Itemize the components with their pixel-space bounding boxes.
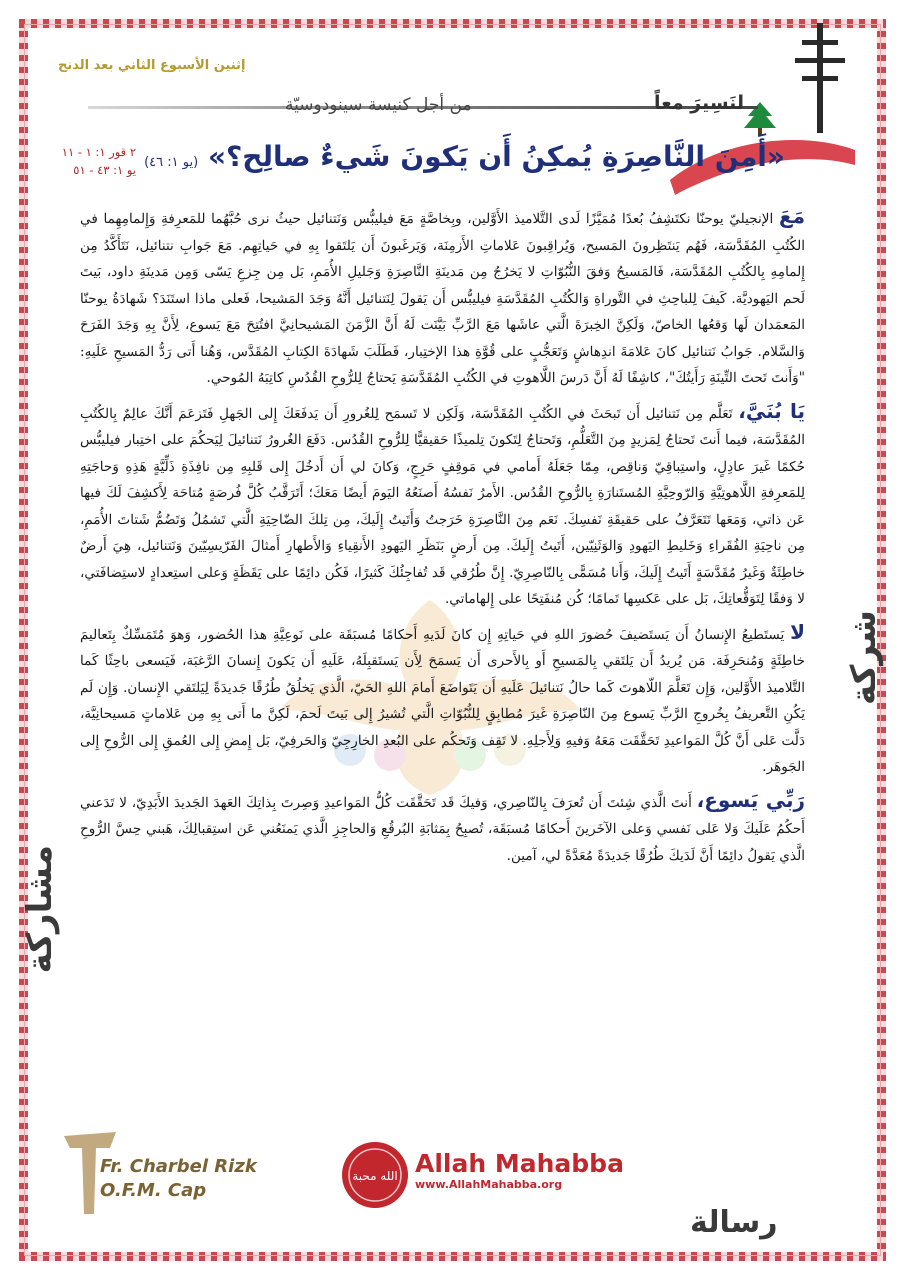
paragraph-2-lead: يَا بُنَيَّ، [738, 398, 805, 423]
brand-name: Allah Mahabba [415, 1149, 624, 1178]
paragraph-3 [80, 619, 805, 781]
article-body [80, 203, 805, 875]
headline-reference: (يو ١: ٤٦) [144, 155, 199, 170]
page-title [145, 140, 785, 173]
paragraph-3-text: يَستَطيعُ الإِنسانُ أَن يَستَضيفَ حُضورَ اللهِ في حَياتِهِ إِن كانَ لَدَيهِ أَحكامًا مُسبَقَة على نَوعِيَّةِ هذا الحُضور، وَهوَ مُتَمَسِّكٌ بِتَعاليمَ خاطِئَةٍ وَمُنحَرِفَة. مَن يُريدُ أَن يَلتَقي بِالمَسيحِ أَو بِالأَحرى أَن يَسمَحَ لِأَن يَستَقبِلَهُ، عَلَيهِ أَن يَكونَ إِنسانَ الرَّغبَة، فَيَسعى باحِثًا كَما التَّلاميذ الأَوَّلين، وَإِن تَعَلَّمَ اللّاهوتَ كَما حالُ نَتنائيلَ عَلَيهِ أَن يَتَواضَعَ أَمامَ اللهِ الحَيّ، الَّذي يَخلُقُ طُرُقًا جَديدَةً لِيَلتَقي الإِنسان. وَإِن لَم يَكُنِ التَّعريفُ بِخُروجِ الرَّبِّ يَسوع مِنَ النّاصِرَةِ غَيرَ مُطابِقٍ لِلنُّبُوّاتِ الَّتي تُشيرُ إِلى بَيتَ لَحمَ، لَكِنَّ ما أَتى بِهِ مِن عَلاماتٍ مَسيحانِيَّة، دَلَّت عَلى أَنَّ كُلَّ المَواعيدِ تَحَقَّقَت مَعَهُ وَفيهِ وَلِأَجلِهِ. لا تَقِف وَتَحكُم على البُعدِ الخارِجِيّ وَالحَرفِيّ، بَل إِمضِ إِلى العُمقِ إِلى الرُّوحِ إِلى الجَوهَر. [80, 626, 805, 775]
side-word-communion: شركة [844, 610, 884, 705]
paragraph-4-text: أَنتَ الَّذي شِئتَ أَن تُعرَفَ بِالنّاصِري، وَفيكَ قَد تَحَقَّقَت كُلُّ المَواعيدِ وَصِرتَ بِذاتِكَ العَهدَ الجَديدَ الأَبَدِيّ، لا تَدَعني أَحكُمُ عَلَيكَ وَلا عَلى نَفسي وَعلى الآخَرينَ أَحكامًا مُسبَقَة، تُصبِحُ بِمَثابَةِ البُرقُعِ وَالحاجِزِ الَّذي يَمنَعُني عَن استِقبالِكَ، هَبني حِسَّ الرُّوحِ الَّذي يَقولُ دائِمًا أَنَّ لَدَيكَ طُرُقًا جَديدَةً مُعَدَّةً لي، آمين. [80, 794, 805, 864]
author-name: Fr. Charbel Rizk [100, 1156, 257, 1177]
author-order: O.F.M. Cap [100, 1180, 207, 1201]
synod-subtitle: من أجل كنيسة سينودوسيّة [285, 95, 472, 115]
synod-slogan: لنَسِيرَ معاً [654, 92, 745, 114]
brand-block [415, 1150, 624, 1191]
paragraph-1 [80, 203, 805, 392]
footer-word-message: رسالة [690, 1205, 778, 1240]
brand-url[interactable]: www.AllahMahabba.org [415, 1178, 563, 1191]
paragraph-2 [80, 398, 805, 613]
paragraph-3-lead: لا [790, 619, 805, 644]
paragraph-1-lead: مَعَ [778, 204, 805, 228]
reference-gospel: يو ١: ٤٣ - ٥١ [73, 163, 136, 177]
paragraph-4 [80, 787, 805, 870]
author-signature [100, 1155, 257, 1203]
paragraph-1-text: الإنجيليّ يوحنّا نكتَشِفُ بُعدًا مُمَيَّزًا لَدى التَّلاميذ الأَوَّلين، وبِخاصَّةٍ مَعَ فيليبُّس وَنَتنائيل حيثُ نرى حُبَّهُما للمَعرِفةِ وَإِلمامِهِما في الكُتُبِ المُقَدَّسَة، فَهُم يَنتَظِرونَ المَسيح، وَيُراقِبونَ عَلاماتِ الأَزمِنَة، وَيَرغَبونَ أَن يَلتَقوا بِهِ في حَياتِهِم. مَعَ جَوابِ نتنائيل، نَتَأَكَّدُ مِن إِلمامِهِ بِالكُتُبِ المُقَدَّسَة، فَالمَسيحُ وَفقَ النُّبُوّاتِ لا يَخرُجُ مِن مَدينَةِ النَّاصِرَةِ وَجَليلِ الأُمَمِ، بَل مِن جِزعِ يَسّى وَمِن مَدينَةِ داود، بَيتَ لَحم اليَهوديَّة. كَيفَ لِلباحِثِ في التَّوراةِ وَالكُتُبِ المُقَدَّسَةِ فيليبُّس أَن يَقولَ لِنَتنائيل أَنَّهُ وَجَدَ المَشيحا، فَعلى ماذا استَنَدَ؟ شَهادَةُ يوحنّا المَعمَدان لَها وَقعُها الخاصّ، وَلَكِنَّ الخِبرَةَ الَّتي عاشَها مَعَ الرَّبِّ بَيَّنَت لَهُ أَنَّ الزَّمَنَ المَشيحانِيَّ افتُتِحَ مَعَ يَسوع، لِأَنَّ بِهِ وَجَدَ الفَرَحَ وَالسَّلام. جَوابُ نَتنائيل كانَ عَلامَةَ اندِهاشٍ وَتَعَجُّبٍ على قُوَّةِ هذا الإختِبار، فَطَلَبَ شَهادَةَ الكِتابِ المُقَدَّس، وَهُنا أَتى رَدُّ المَسيحِ عَلَيهِ: "وَأَنتَ تَحتَ التِّينَةِ رَأَيتُكَ"، كاشِفًا لَهُ أَنَّ دَرسَ اللَّاهوتِ في الكُتُبِ المُقَدَّسَةِ يَحتاجُ لِلرُّوحِ القُدُسِ كاتِبَهُ المُوحي. [80, 211, 805, 386]
day-label: إثنين الأسبوع الثاني بعد الدنح [58, 58, 246, 73]
scripture-references [36, 143, 136, 179]
headline-text: «أَمِنَ النَّاصِرَةِ يُمكِنُ أَن يَكونَ شَيءٌ صالِح؟» [207, 140, 785, 173]
allah-mahabba-seal-icon [340, 1140, 410, 1210]
reference-epistle: ٢ قور ١: ١ - ١١ [61, 145, 136, 159]
paragraph-2-text: تَعَلَّم مِن نَتنائيل أَن تَبحَثَ في الكُتُبِ المُقَدَّسَة، وَلَكِن لا تَسمَح لِلغُرورِ أَن يَدفَعَكَ إِلى الجَهلِ فَتَزعَمَ أَنَّكَ عالِمٌ بِالكُتُبِ المُقَدَّسَة، فيما أَنتَ تَحتاجُ لِمَزيدٍ مِنَ التَّعَلُّمِ، وَتَحتاجُ لِتَكونَ تِلميذًا حَقيقيًّا لِلرُّوحِ القُدُس. دَفَعَ الغُرورُ نَتنائيلَ لِيَحكُمَ على اختِبار فيليبُّس حُكمًا غَيرَ عادِلٍ، واستِباقِيّ وَناقِص، مِمّا جَعَلَهُ أَمامي في مَوقِفٍ حَرِجٍ، وَكانَ لي أَن أَدخُلَ إِلى قَلبِهِ مِن نافِذَةِ ذَلِّيَّةٍ هَذِهِ وَحاجَتِهِ لِلمَعرِفةِ اللَّاهوتِيَّةِ وَالرّوحِيَّةِ المُستَنارَةِ بِالرُّوحِ القُدُس. الأَمرُ نَفسُهُ أَصنَعُهُ اليَومَ أَيضًا مَعَكَ؛ أَتَرَقَّبُ كُلَّ فُرصَةٍ مُتاحَة لِأَكشِفَ لَكَ فيها عَن ذاتي، وَمَعَها تَتَعَرَّفُ على حَقيقَةِ نَفسِكَ. نَعَم مِنَ النَّاصِرَةِ خَرَجتُ وَأَتَيتُ إِلَيكَ، مِن تِلكَ الضّاحِيَةِ الَّتي تَشمُلُ وَتَضُمُّ شَتاتَ الأُمَمِ، مِن ناحِيَةِ الفُقَراءِ وَخَليطِ اليَهودِ وَالوَثَنِيّين، أَتَيتُ إِلَيكَ. مِن أَرضٍ بَنَظَرِ اليَهودِ الأَنقِياءِ وَالأَطهارِ أَمثالَ الفَرّيسِيّينَ وَنَتنائيل، هِيَ أَرضٌ خاطِئَةٌ وَغَيرُ مُقَدَّسَةٍ أَتَيتُ إِلَيكَ، وَأَنا مُسَمًّى بِالنّاصِرِيّ. إِنَّ طُرُقي قَد تُفاجِئُكَ كَثيرًا، فَكُن دائِمًا على يَقَظَةٍ وَعلى استِعدادٍ لاستِضافَتي، لا وَفقًا لِتَوَقُّعاتِكَ، بَل على عَكسِها تَمامًا؛ كُن مُنفَتِحًا على إِلهاماتي. [80, 405, 805, 607]
side-word-participation: مشاركة [20, 845, 60, 974]
paragraph-4-lead: رَبِّي يَسوع، [696, 787, 805, 812]
seal-text: الله محبة [352, 1169, 398, 1183]
